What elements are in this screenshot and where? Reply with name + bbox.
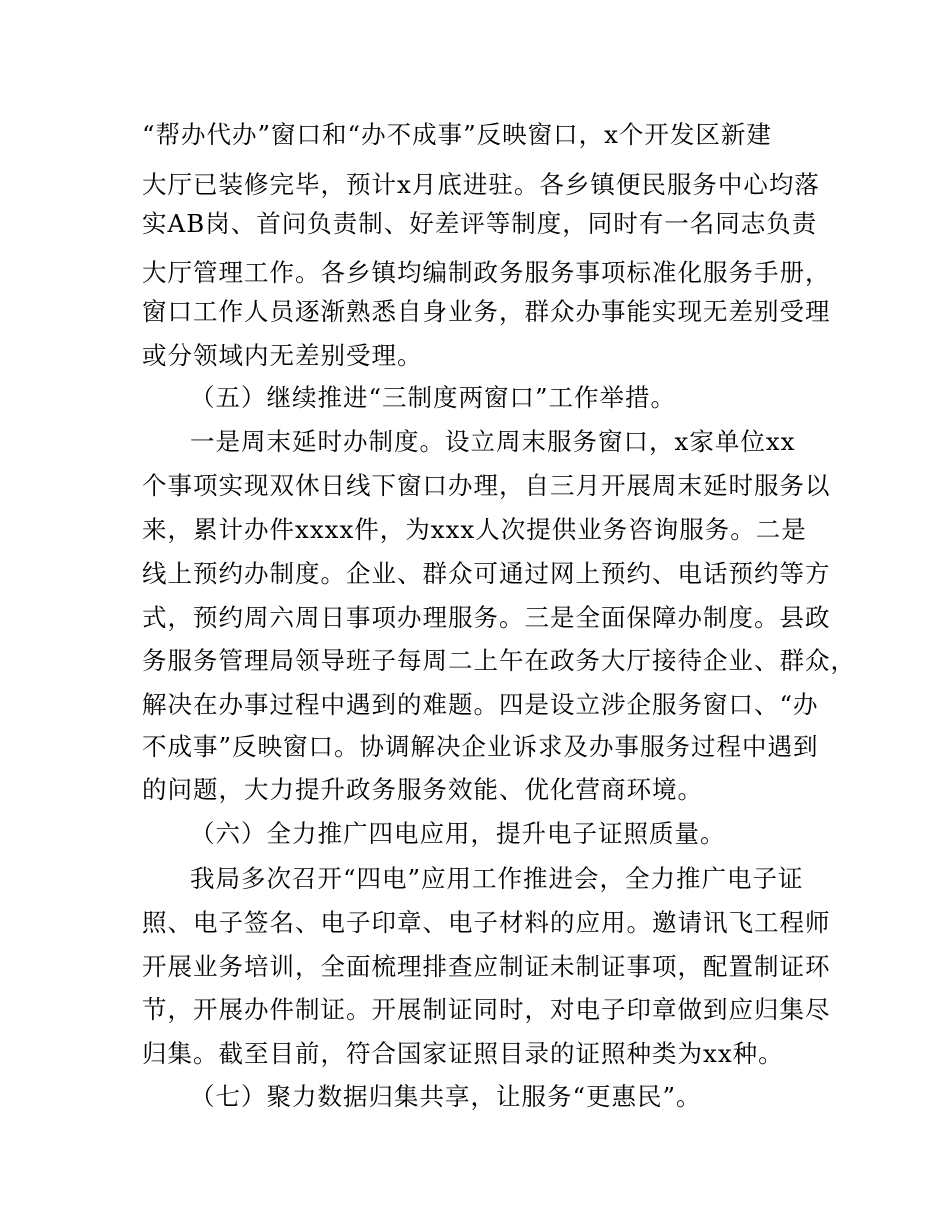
text-line: 不成事”反映窗口。协调解决企业诉求及办事服务过程中遇到 [142,732,819,761]
text-line: 开展业务培训，全面梳理排查应制证未制证事项，配置制证环 [142,952,831,981]
text-line: 来，累计办件xxxx件，为xxx人次提供业务咨询服务。二是 [142,515,807,544]
text-line: 我局多次召开“四电”应用工作推进会，全力推广电子证 [190,864,804,893]
text-line: 务服务管理局领导班子每周二上午在政务大厅接待企业、群众， [142,646,856,675]
text-line: 窗口工作人员逐渐熟悉自身业务，群众办事能实现无差别受理 [142,297,831,326]
text-line: 大厅管理工作。各乡镇均编制政务服务事项标准化服务手册， [142,258,831,287]
text-line: 实AB岗、首问负责制、好差评等制度，同时有一名同志负责 [142,209,818,238]
text-line: 或分领域内无差别受理。 [142,341,423,370]
text-line: 节，开展办件制证。开展制证同时，对电子印章做到应归集尽 [142,995,831,1024]
section-heading-7: （七）聚力数据归集共享，让服务“更惠民”。 [190,1082,702,1111]
text-line: 归集。截至目前，符合国家证照目录的证照种类为xx种。 [142,1039,784,1068]
text-line: 照、电子签名、电子印章、电子材料的应用。邀请讯飞工程师 [142,908,831,937]
section-heading-5: （五）继续推进“三制度两窗口”工作举措。 [190,383,677,412]
text-line: 一是周末延时办制度。设立周末服务窗口，x家单位xx [190,427,796,456]
text-line: “帮办代办”窗口和“办不成事”反映窗口，x个开发区新建 [142,120,772,149]
text-line: 的问题，大力提升政务服务效能、优化营商环境。 [142,775,703,804]
section-heading-6: （六）全力推广四电应用，提升电子证照质量。 [190,819,726,848]
text-line: 解决在办事过程中遇到的难题。四是设立涉企服务窗口、“办 [142,690,819,719]
text-line: 个事项实现双休日线下窗口办理，自三月开展周末延时服务以 [142,471,831,500]
text-line: 线上预约办制度。企业、群众可通过网上预约、电话预约等方 [142,559,831,588]
text-line: 大厅已装修完毕，预计x月底进驻。各乡镇便民服务中心均落 [142,170,820,199]
text-line: 式，预约周六周日事项办理服务。三是全面保障办制度。县政 [142,603,831,632]
